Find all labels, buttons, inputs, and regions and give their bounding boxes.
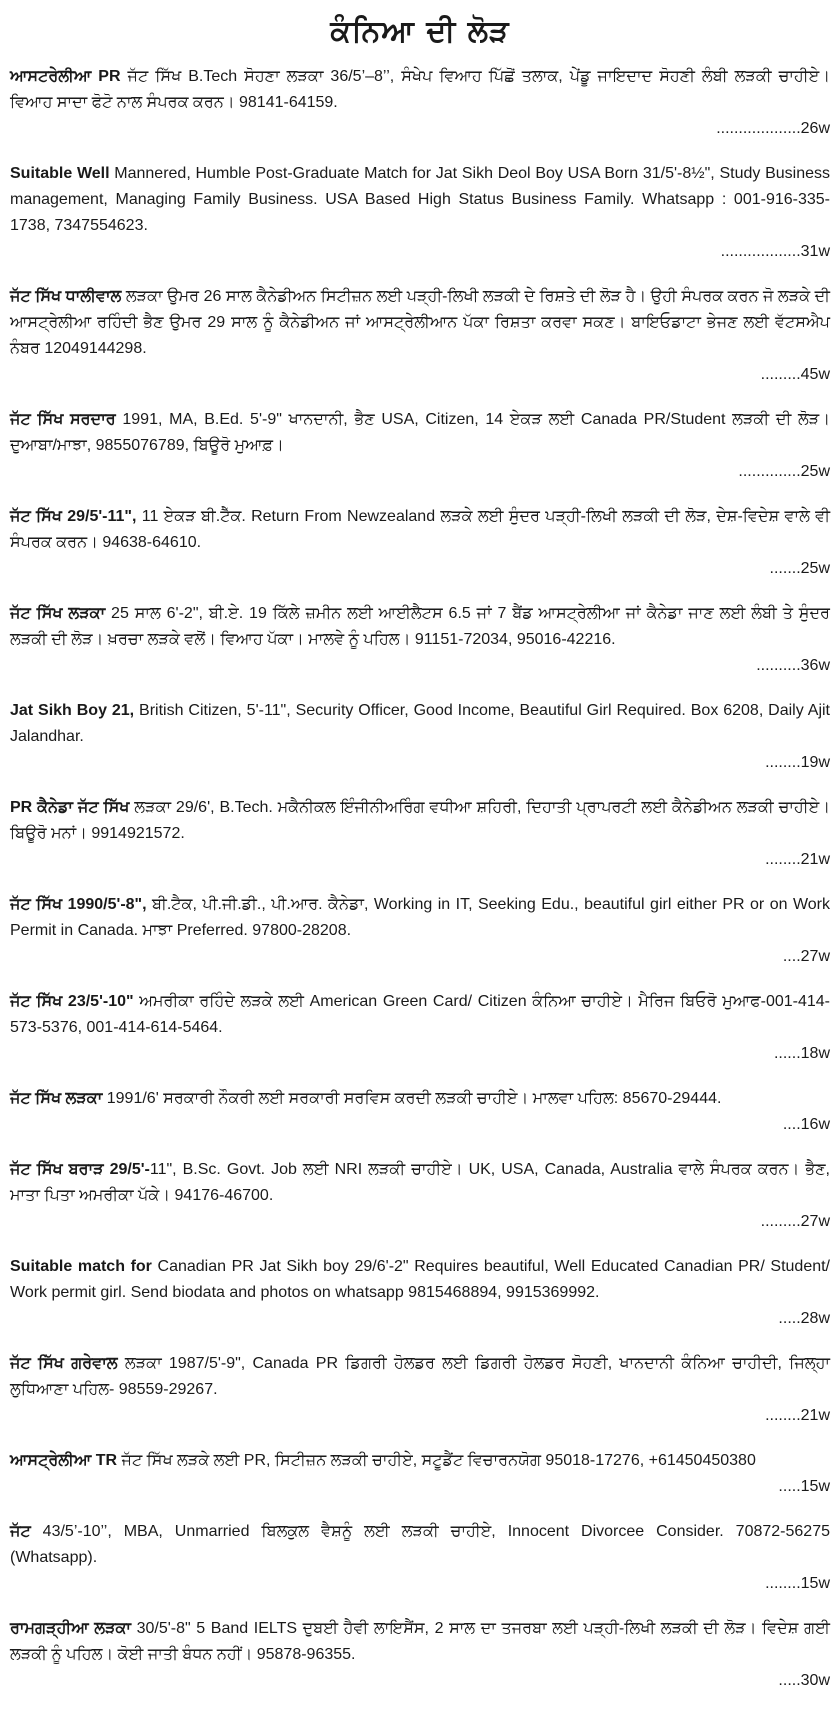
ad-item bbox=[10, 1254, 830, 1332]
ad-code-row bbox=[10, 1306, 830, 1332]
ad-code: ........19w bbox=[765, 754, 830, 771]
ads-list bbox=[10, 64, 830, 1713]
ad-code-row bbox=[10, 362, 830, 388]
ad-code-row bbox=[10, 653, 830, 679]
page-title: ਕੰਨਿਆ ਦੀ ਲੋੜ bbox=[330, 14, 510, 49]
ad-lead: ਜੱਟ ਸਿੱਖ ਬਰਾੜ 29/5'- bbox=[10, 1161, 150, 1178]
ad-lead: ਰਾਮਗੜ੍ਹੀਆ ਲੜਕਾ bbox=[10, 1620, 132, 1637]
ad-lead: ਜੱਟ ਸਿੱਖ 1990/5'-8", bbox=[10, 896, 147, 913]
ad-code: ........21w bbox=[765, 851, 830, 868]
ad-lead: ਜੱਟ bbox=[10, 1523, 31, 1540]
ad-body: ਜੱਟ ਸਿੱਖ B.Tech ਸੋਹਣਾ ਲੜਕਾ 36/5’–8’’, ਸੰਖੇਪ ਵਿਆਹ ਪਿੱਛੋਂ ਤਲਾਕ, ਪੇਂਡੂ ਜਾਇਦਾਦ ਸੋਹਣੀ ਲੰਬੀ ਲੜਕੀ ਚਾਹੀਏ। ਵਿਆਹ ਸਾਦਾ ਫੋਟੋ ਨਾਲ ਸੰਪਰਕ ਕਰਨ। 98141-64159. bbox=[10, 68, 831, 111]
ad-lead: ਜੱਟ ਸਿੱਖ ਗਰੇਵਾਲ bbox=[10, 1355, 118, 1372]
ad-body: ਲੜਕਾ 1987/5'-9", Canada PR ਡਿਗਰੀ ਹੋਲਡਰ ਲਈ ਡਿਗਰੀ ਹੋਲਡਰ ਸੋਹਣੀ, ਖਾਨਦਾਨੀ ਕੰਨਿਆ ਚਾਹੀਦੀ, ਜਿਲ੍ਹਾ ਲੁਧਿਆਣਾ ਪਹਿਲ- 98559-29267. bbox=[10, 1355, 830, 1398]
ad-code: ...................26w bbox=[716, 120, 830, 137]
ad-item bbox=[10, 1351, 830, 1429]
ad-code-row bbox=[10, 1474, 830, 1500]
ad-code-row bbox=[10, 944, 830, 970]
ad-body: 11 ਏਕੜ ਬੀ.ਟੈੱਕ. Return From Newzealand ਲੜਕੇ ਲਈ ਸੁੰਦਰ ਪੜ੍ਹੀ-ਲਿਖੀ ਲੜਕੀ ਦੀ ਲੋੜ, ਦੇਸ਼-ਵਿਦੇਸ਼ ਵਾਲੇ ਵੀ ਸੰਪਰਕ ਕਰਨ। 94638-64610. bbox=[10, 508, 831, 551]
ad-code: .......25w bbox=[769, 560, 830, 577]
ad-body: ਅਮਰੀਕਾ ਰਹਿੰਦੇ ਲੜਕੇ ਲਈ American Green Card/ Citizen ਕੰਨਿਆ ਚਾਹੀਏ। ਮੈਰਿਜ ਬਿਓਰੋ ਮੁਆਫ-001-414-573-5376, 001-414-614-5464. bbox=[10, 993, 830, 1036]
ad-body: 43/5’-10’’, MBA, Unmarried ਬਿਲਕੁਲ ਵੈਸ਼ਨੂੰ ਲਈ ਲੜਕੀ ਚਾਹੀਏ, Innocent Divorcee Consider. 70872-56275 (Whatsapp). bbox=[10, 1523, 830, 1566]
ad-lead: ਆਸਟ੍ਰੇਲੀਆ TR bbox=[10, 1452, 118, 1469]
ad-body: 1991/6' ਸਰਕਾਰੀ ਨੌਕਰੀ ਲਈ ਸਰਕਾਰੀ ਸਰਵਿਸ ਕਰਦੀ ਲੜਕੀ ਚਾਹੀਏ। ਮਾਲਵਾ ਪਹਿਲ: 85670-29444. bbox=[102, 1090, 722, 1107]
ad-item bbox=[10, 989, 830, 1067]
ad-code: ......18w bbox=[773, 1045, 830, 1062]
ad-code-row bbox=[10, 1209, 830, 1235]
ad-item bbox=[10, 407, 830, 485]
ad-code-row bbox=[10, 847, 830, 873]
ad-body: ਜੱਟ ਸਿੱਖ ਲੜਕੇ ਲਈ PR, ਸਿਟੀਜ਼ਨ ਲੜਕੀ ਚਾਹੀਏ, ਸਟੂਡੈਂਟ ਵਿਚਾਰਨਯੋਗ 95018-17276, +61450450380 bbox=[117, 1452, 756, 1469]
ad-body: Canadian PR Jat Sikh boy 29/6'-2" Requires beautiful, Well Educated Canadian PR/ Student/ Work permit girl. Send biodata and photos on whatsapp 9815468894, 9915369992. bbox=[10, 1258, 831, 1301]
ad-code: ..............25w bbox=[738, 463, 830, 480]
ad-lead: ਜੱਟ ਸਿੱਖ ਲੜਕਾ bbox=[10, 1090, 103, 1107]
ad-item bbox=[10, 795, 830, 873]
ad-code: ....16w bbox=[782, 1116, 830, 1133]
ad-code-row bbox=[10, 239, 830, 265]
ad-code-row bbox=[10, 1403, 830, 1429]
ad-code: .....28w bbox=[778, 1310, 830, 1327]
ad-item bbox=[10, 1519, 830, 1597]
ad-code-row bbox=[10, 1112, 830, 1138]
ad-lead: PR ਕੈਨੇਡਾ ਜੱਟ ਸਿੱਖ bbox=[10, 799, 130, 816]
ad-item bbox=[10, 698, 830, 776]
ad-item bbox=[10, 1448, 830, 1500]
ad-item bbox=[10, 284, 830, 388]
ad-body: Mannered, Humble Post-Graduate Match for Jat Sikh Deol Boy USA Born 31/5'-8½", Study Business management, Managing Family Business. USA Based High Status Business Family. Whatsapp : 001-916-335-1738, 7347554623. bbox=[10, 165, 831, 234]
ad-item bbox=[10, 601, 830, 679]
ad-lead: ਜੱਟ ਸਿੱਖ 23/5'-10" bbox=[10, 993, 134, 1010]
ad-body: 25 ਸਾਲ 6'-2", ਬੀ.ਏ. 19 ਕਿੱਲੇ ਜ਼ਮੀਨ ਲਈ ਆਈਲੈਟਸ 6.5 ਜਾਂ 7 ਬੈਂਡ ਆਸਟ੍ਰੇਲੀਆ ਜਾਂ ਕੈਨੇਡਾ ਜਾਣ ਲਈ ਲੰਬੀ ਤੇ ਸੁੰਦਰ ਲੜਕੀ ਦੀ ਲੋੜ। ਖ਼ਰਚਾ ਲੜਕੇ ਵਲੋਂ। ਵਿਆਹ ਪੱਕਾ। ਮਾਲਵੇ ਨੂੰ ਪਹਿਲ। 91151-72034, 95016-42216. bbox=[10, 605, 830, 648]
ad-body: ਬੀ.ਟੈਕ, ਪੀ.ਜੀ.ਡੀ., ਪੀ.ਆਰ. ਕੈਨੇਡਾ, Working in IT, Seeking Edu., beautiful girl either PR or on Work Permit in Canada. ਮਾਝਾ Preferred. 97800-28208. bbox=[10, 896, 831, 939]
ad-code: ..................31w bbox=[720, 243, 830, 260]
ad-item bbox=[10, 504, 830, 582]
ad-lead: ਜੱਟ ਸਿੱਖ ਧਾਲੀਵਾਲ bbox=[10, 288, 122, 305]
ad-item bbox=[10, 64, 830, 142]
ad-item bbox=[10, 1157, 830, 1235]
ad-lead: ਆਸਟਰੇਲੀਆ PR bbox=[10, 68, 121, 85]
ad-code-row bbox=[10, 459, 830, 485]
ad-code: .........45w bbox=[760, 366, 830, 383]
ad-lead: Suitable match for bbox=[10, 1258, 152, 1275]
ad-item bbox=[10, 892, 830, 970]
ad-code-row bbox=[10, 116, 830, 142]
ad-code: ........15w bbox=[765, 1575, 830, 1592]
ad-code-row bbox=[10, 1571, 830, 1597]
ad-body: 11", B.Sc. Govt. Job ਲਈ NRI ਲੜਕੀ ਚਾਹੀਏ। UK, USA, Canada, Australia ਵਾਲੇ ਸੰਪਰਕ ਕਰਨ। ਭੈਣ, ਮਾਤਾ ਪਿਤਾ ਅਮਰੀਕਾ ਪੱਕੇ। 94176-46700. bbox=[10, 1161, 830, 1204]
ad-code: .....30w bbox=[778, 1672, 830, 1689]
ad-body: ਲੜਕਾ 29/6', B.Tech. ਮਕੈਨੀਕਲ ਇੰਜੀਨੀਅਰਿੰਗ ਵਧੀਆ ਸ਼ਹਿਰੀ, ਦਿਹਾਤੀ ਪ੍ਰਾਪਰਟੀ ਲਈ ਕੈਨੇਡੀਅਨ ਲੜਕੀ ਚਾਹੀਏ। ਬਿਊਰੋ ਮਨਾਂ। 9914921572. bbox=[10, 799, 830, 842]
ad-lead: ਜੱਟ ਸਿੱਖ ਸਰਦਾਰ bbox=[10, 411, 116, 428]
ad-item bbox=[10, 161, 830, 265]
ad-lead: Suitable Well bbox=[10, 165, 110, 182]
ad-body: ਲੜਕਾ ਉਮਰ 26 ਸਾਲ ਕੈਨੇਡੀਅਨ ਸਿਟੀਜ਼ਨ ਲਈ ਪੜ੍ਹੀ-ਲਿਖੀ ਲੜਕੀ ਦੇ ਰਿਸ਼ਤੇ ਦੀ ਲੋੜ ਹੈ। ਉਹੀ ਸੰਪਰਕ ਕਰਨ ਜੋ ਲੜਕੇ ਦੀ ਆਸਟ੍ਰੇਲੀਆ ਰਹਿੰਦੀ ਭੈਣ ਉਮਰ 29 ਸਾਲ ਨੂੰ ਕੈਨੇਡੀਅਨ ਜਾਂ ਆਸਟ੍ਰੇਲੀਆਨ ਪੱਕਾ ਰਿਸ਼ਤਾ ਕਰਵਾ ਸਕਣ। ਬਾਇਓਡਾਟਾ ਭੇਜਣ ਲਈ ਵੱਟਸਐਪ ਨੰਬਰ 12049144298. bbox=[10, 288, 830, 357]
ad-code-row bbox=[10, 750, 830, 776]
ad-item bbox=[10, 1086, 830, 1138]
ad-code: .....15w bbox=[778, 1478, 830, 1495]
ad-body: 1991, MA, B.Ed. 5'-9" ਖਾਨਦਾਨੀ, ਭੈਣ USA, Citizen, 14 ਏਕੜ ਲਈ Canada PR/Student ਲੜਕੀ ਦੀ ਲੋੜ। ਦੁਆਬਾ/ਮਾਝਾ, 9855076789, ਬਿਊਰੋ ਮੁਆਫ਼। bbox=[10, 411, 830, 454]
ad-item bbox=[10, 1616, 830, 1694]
ad-code-row bbox=[10, 1041, 830, 1067]
ad-body: British Citizen, 5'-11", Security Officer, Good Income, Beautiful Girl Required. Box 6208, Daily Ajit Jalandhar. bbox=[10, 702, 830, 745]
ad-code: ........21w bbox=[765, 1407, 830, 1424]
ad-body: 30/5'-8" 5 Band IELTS ਦੁਬਈ ਹੈਵੀ ਲਾਇਸੈਂਸ, 2 ਸਾਲ ਦਾ ਤਜਰਬਾ ਲਈ ਪੜ੍ਹੀ-ਲਿਖੀ ਲੜਕੀ ਦੀ ਲੋੜ। ਵਿਦੇਸ਼ ਗਈ ਲੜਕੀ ਨੂੰ ਪਹਿਲ। ਕੋਈ ਜਾਤੀ ਬੰਧਨ ਨਹੀਂ। 95878-96355. bbox=[10, 1620, 831, 1663]
ad-code-row bbox=[10, 556, 830, 582]
ad-code-row bbox=[10, 1668, 830, 1694]
ad-lead: ਜੱਟ ਸਿੱਖ ਲੜਕਾ bbox=[10, 605, 106, 622]
ad-lead: ਜੱਟ ਸਿੱਖ 29/5'-11", bbox=[10, 508, 137, 525]
ad-code: ....27w bbox=[782, 948, 830, 965]
ad-code: .........27w bbox=[760, 1213, 830, 1230]
ad-code: ..........36w bbox=[756, 657, 830, 674]
ad-lead: Jat Sikh Boy 21, bbox=[10, 702, 135, 719]
